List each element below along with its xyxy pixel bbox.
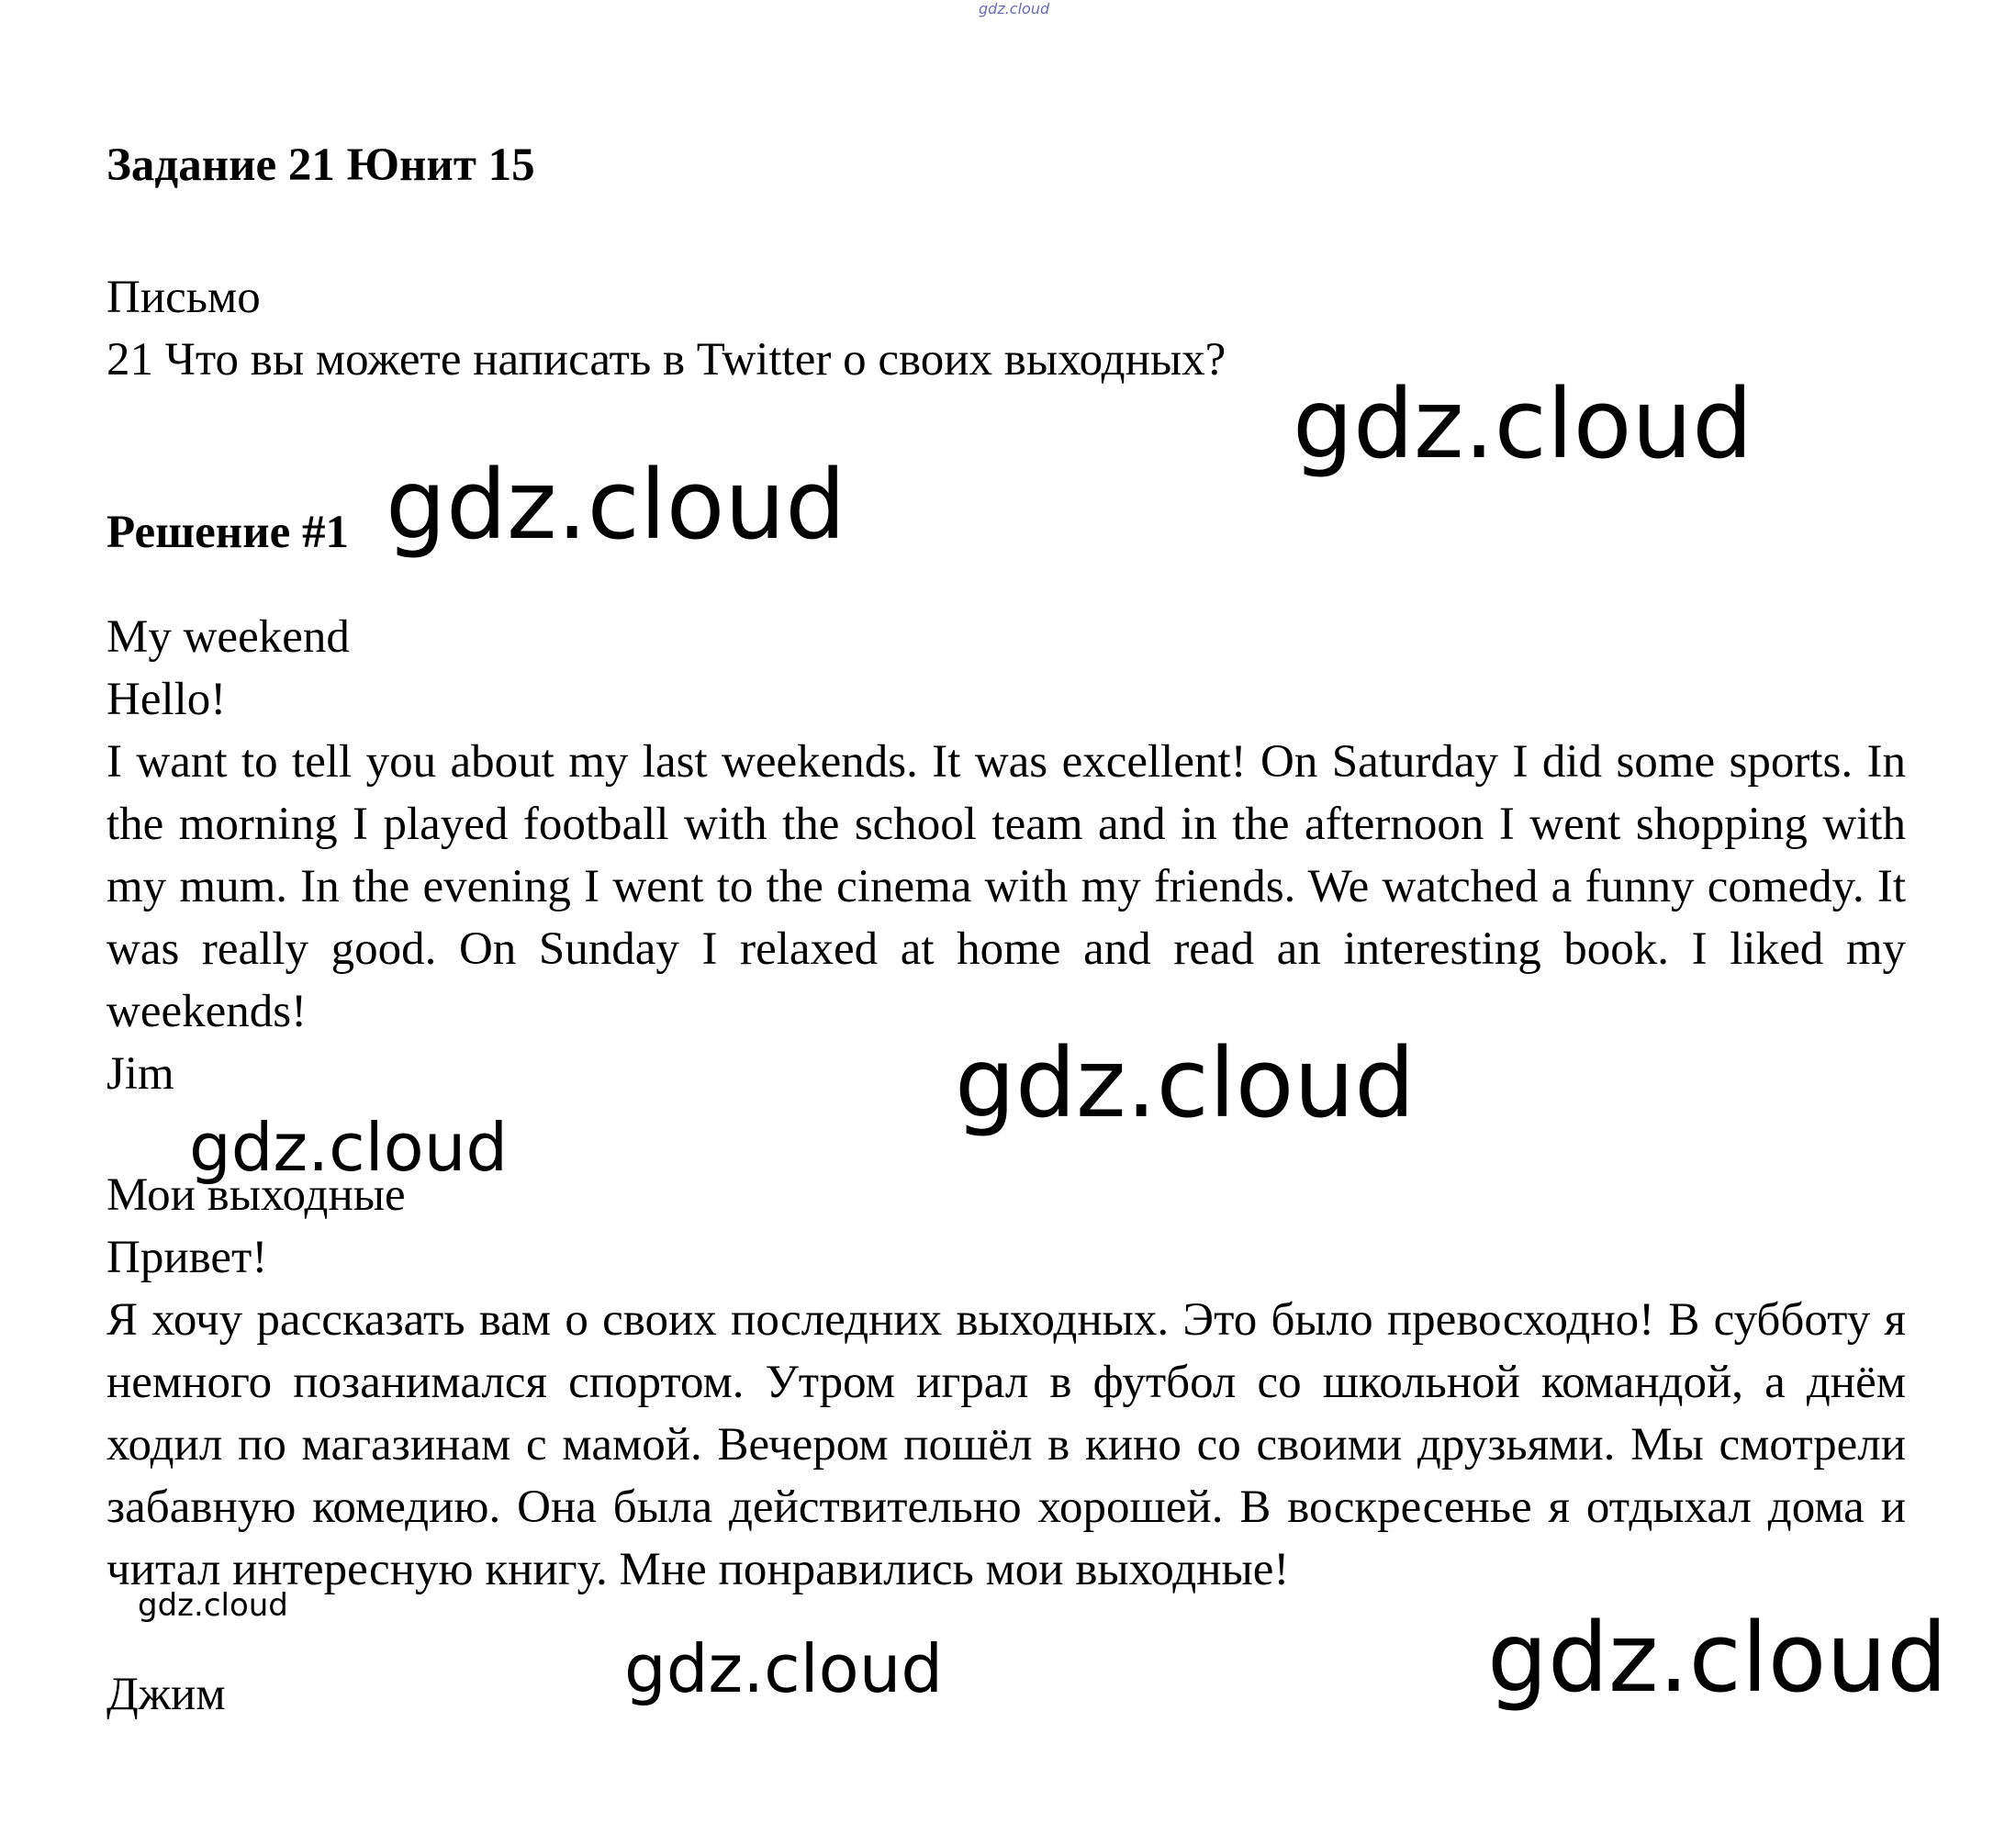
russian-body: Я хочу рассказать вам о своих последних выходных. Это было превосходно! В субботу я немного позанимался спортом. Утром играл в футбол со школьной командой, а днём ходил по магазинам с мамой. Вечером пошёл в кино со своими друзьями. Мы смотрели забавную комедию. Она была действительно хорошей. В воскресенье я отдыхал дома и читал интересную книгу. Мне понравились мои выходные! — [106, 1294, 1906, 1595]
english-signature: Jim — [106, 1048, 174, 1100]
russian-title: Мои выходные — [106, 1169, 406, 1221]
watermark: gdz.cloud — [189, 1109, 509, 1186]
solution-label: Решение #1 — [106, 507, 349, 558]
russian-signature: Джим — [106, 1669, 226, 1720]
watermark: gdz.cloud — [1487, 1602, 1948, 1714]
watermark: gdz.cloud — [955, 1027, 1416, 1139]
english-greeting: Hello! — [106, 674, 227, 725]
english-body: I want to tell you about my last weekends. It was excellent! On Saturday I did some sports. In the morning I played football with the school team and in the afternoon I went shopping with my mum. In the evening I went to the cinema with my friends. We watched a funny comedy. It was really good. On Sunday I relaxed at home and read an interesting book. I liked my weekends! — [106, 736, 1906, 1037]
question-text: 21 Что вы можете написать в Twitter о своих выходных? — [106, 334, 1226, 386]
english-title: My weekend — [106, 611, 350, 663]
header-watermark: gdz.cloud — [979, 0, 1050, 17]
section-label: Письмо — [106, 272, 261, 323]
watermark: gdz.cloud — [624, 1630, 944, 1707]
watermark: gdz.cloud — [386, 449, 846, 561]
task-title: Задание 21 Юнит 15 — [106, 140, 535, 191]
watermark: gdz.cloud — [138, 1587, 288, 1624]
russian-greeting: Привет! — [106, 1232, 268, 1283]
watermark: gdz.cloud — [1293, 368, 1753, 480]
